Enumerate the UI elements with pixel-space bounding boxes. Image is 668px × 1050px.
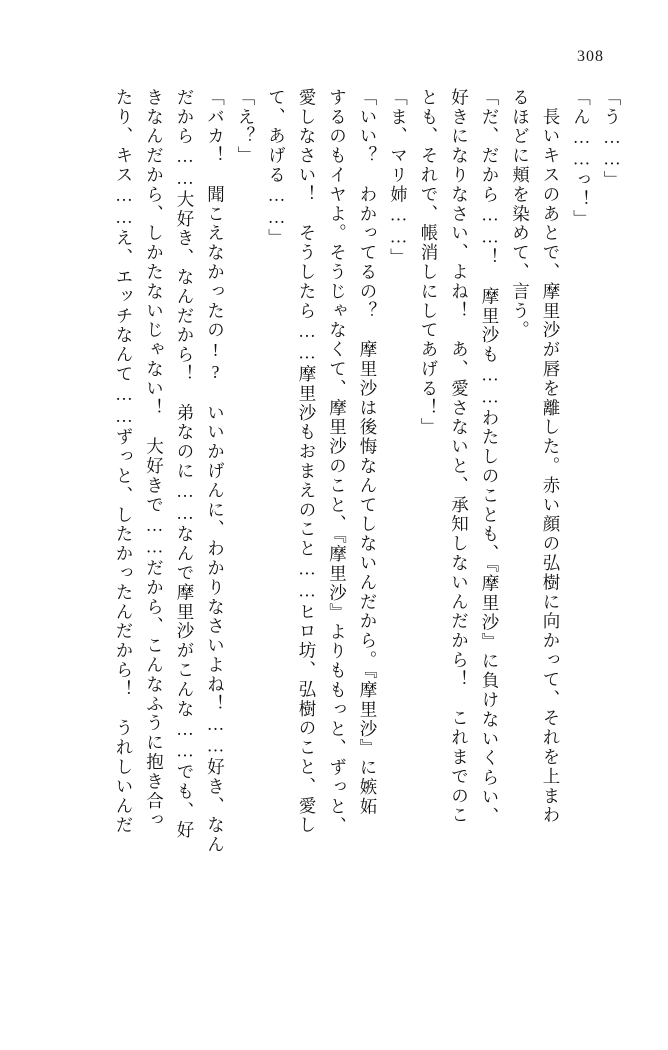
text-column: 「いい？ わかってるの？ 摩里沙は後悔なんてしないんだから。『摩里沙』に嫉妬 [358, 88, 378, 817]
text-column: だから……大好き、なんだから！ 弟なのに……なんで摩里沙がこんな……でも、好 [175, 88, 195, 841]
text-column: 「え？」 [236, 88, 256, 166]
text-column: るほどに頬を染めて、言う。 [510, 88, 531, 341]
vertical-text-body [44, 88, 620, 1024]
text-column: て、あげる……」 [266, 88, 287, 249]
text-column: きなんだから、しかたないじゃない！ 大好きで……だから、こんなふうに抱き合っ [144, 88, 165, 831]
page-number: 308 [577, 48, 604, 65]
text-column: 「バカ！ 聞こえなかったの!? いいかげんに、わかりなさいよね！……好き、なん [205, 88, 226, 855]
text-column: 「ん……っ！」 [571, 88, 592, 229]
text-column: 「う……」 [602, 88, 622, 190]
text-column: 愛しなさい！ そうしたら……摩里沙もおまえのこと……ヒロ坊、弘樹のこと、愛し [297, 88, 317, 836]
text-column: 「だ、だから……！ 摩里沙も……わたしのことも、『摩里沙』に負けないくらい、 [480, 88, 500, 827]
text-column: 「ま、マリ姉……」 [388, 88, 409, 268]
text-column: 長いキスのあとで、摩里沙が唇を離した。赤い顔の弘樹に向かって、それを上まわ [541, 88, 561, 826]
text-column: するのもイヤよ。そうじゃなくて、摩里沙のこと、『摩里沙』よりももっと、ずっと、 [327, 88, 348, 836]
text-column: 好きになりなさい、よね！ あ、愛さないと、承知しないんだから！ これまでのこ [449, 88, 470, 826]
text-column: たり、キス……え、エッチなんて……ずっと、したかったんだから！ うれしいんだ [114, 88, 134, 836]
text-column: とも、それで、帳消しにしてあげる！」 [419, 88, 439, 438]
